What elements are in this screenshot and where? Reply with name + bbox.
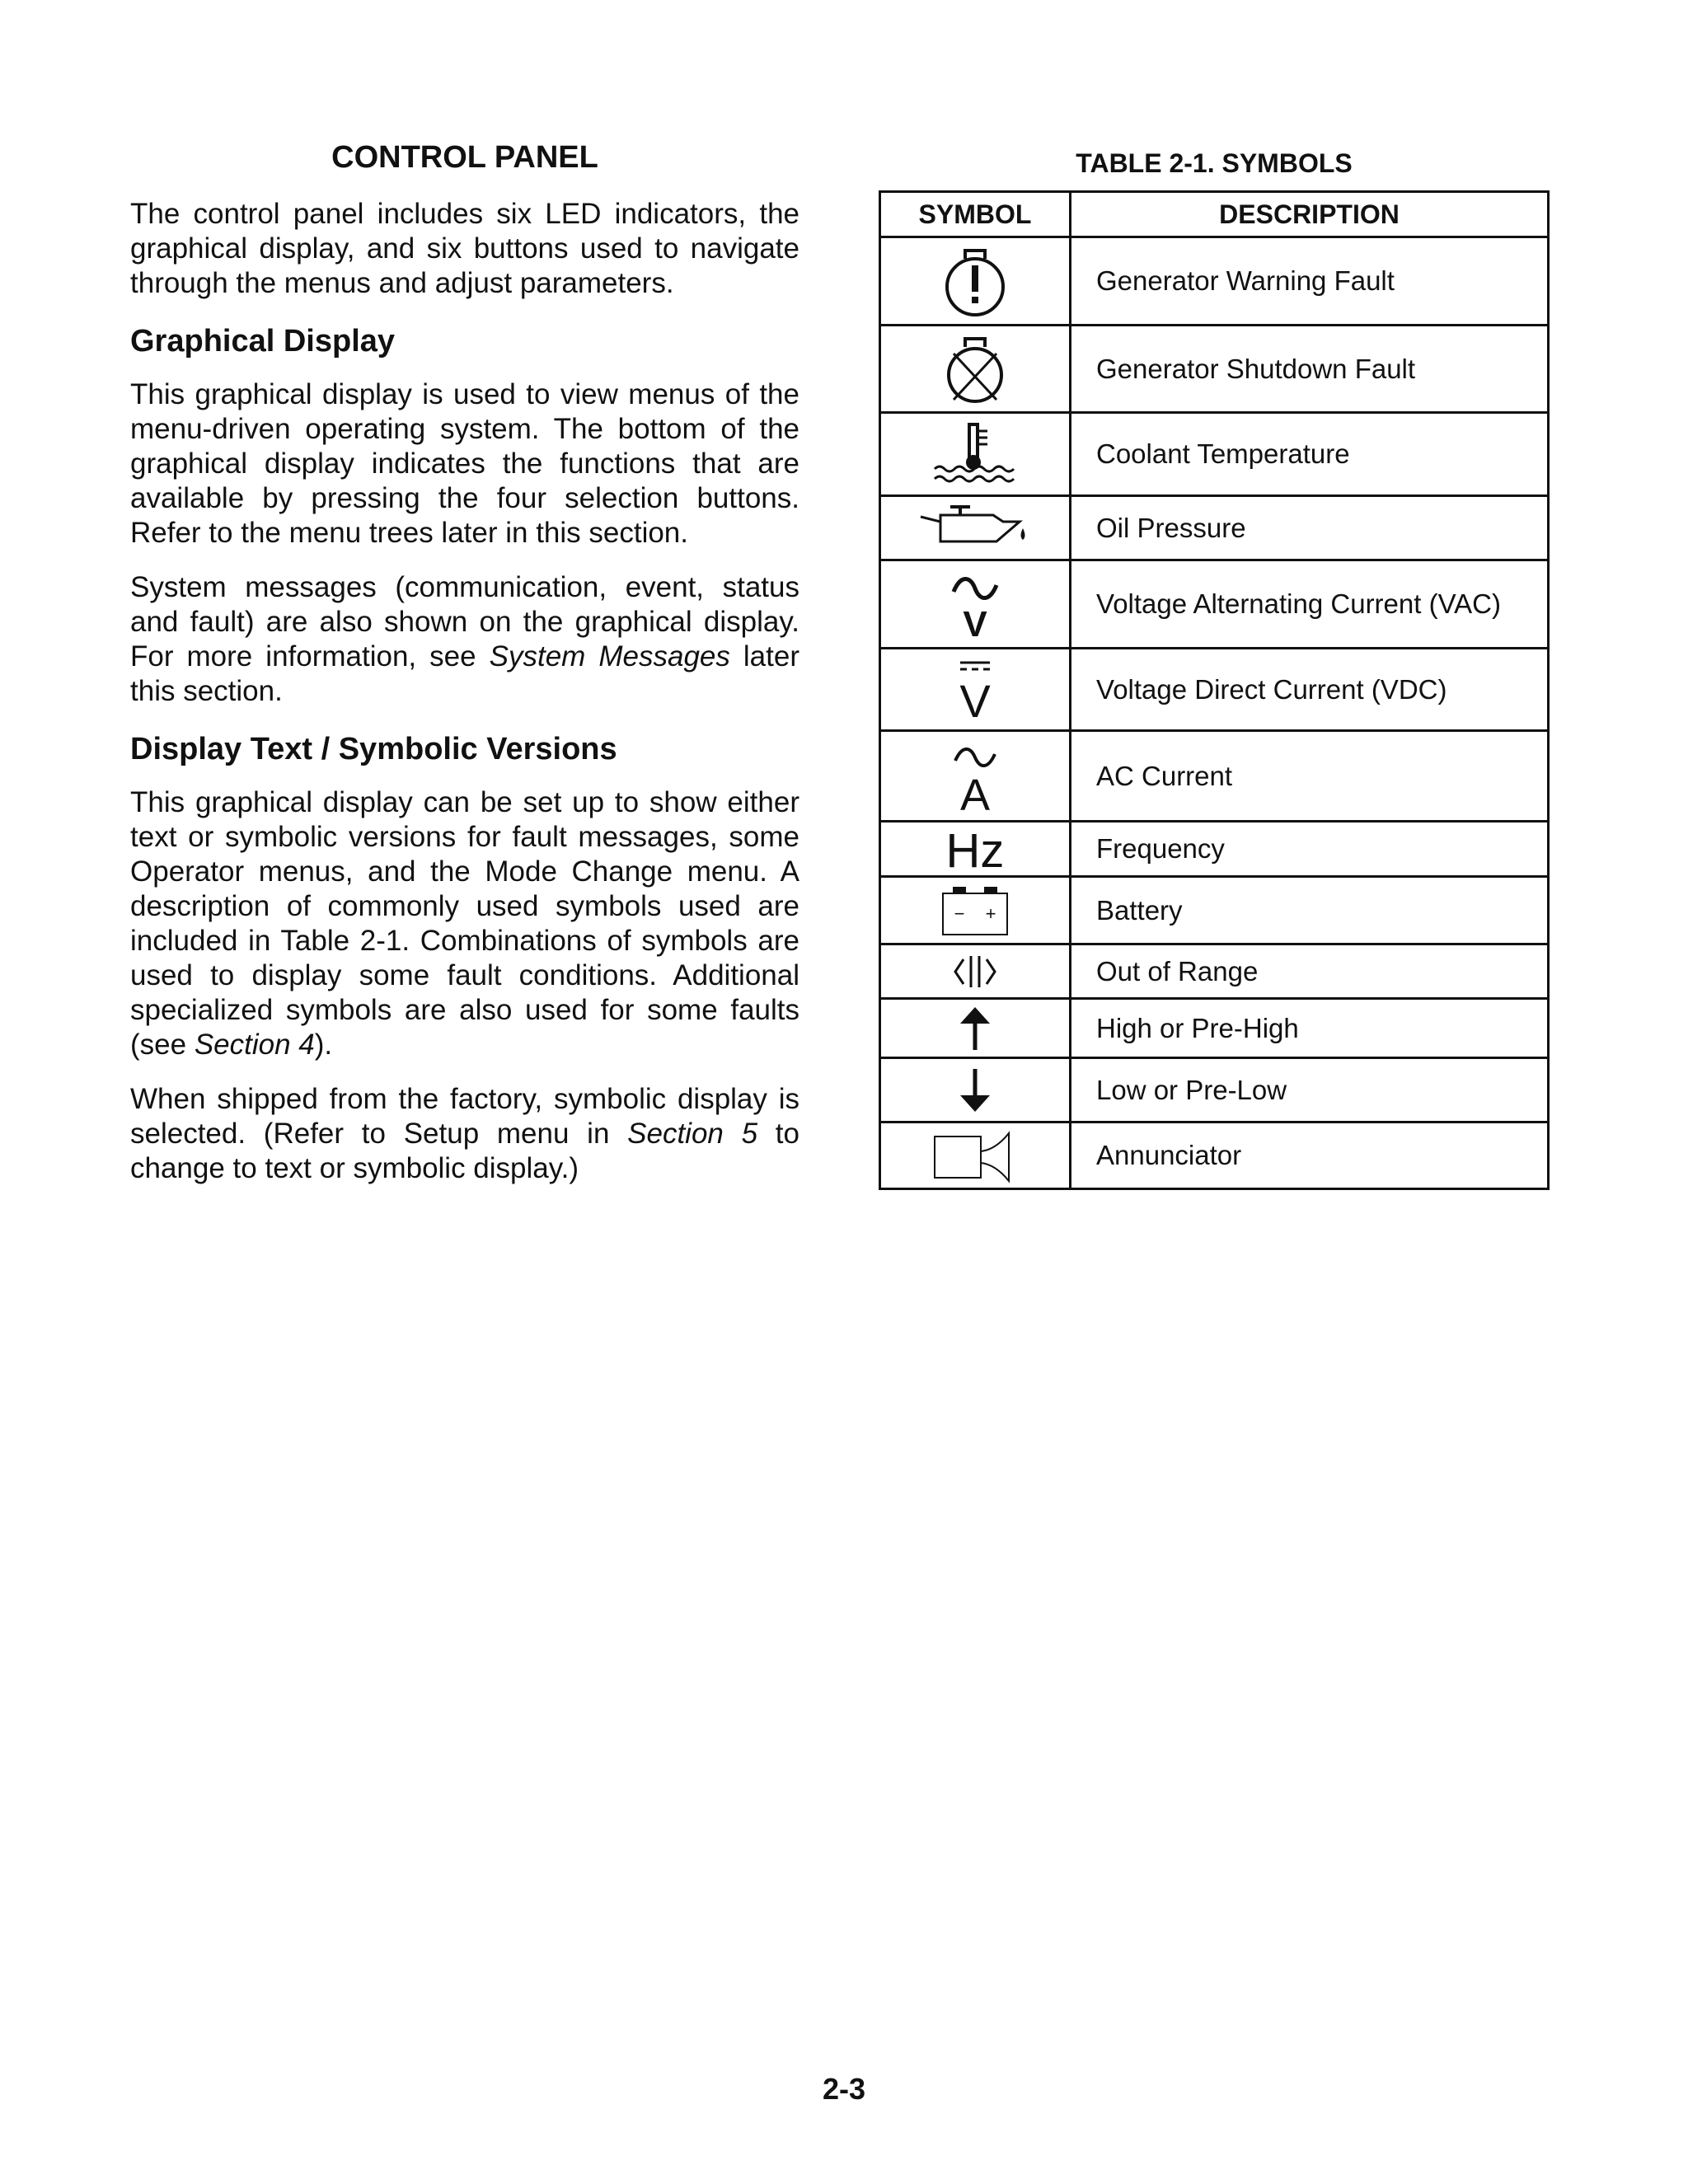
oil-pressure-icon [917, 504, 1033, 553]
section-heading: CONTROL PANEL [331, 140, 598, 175]
svg-text:V: V [959, 674, 991, 727]
table-row [880, 877, 1549, 944]
table-row [880, 999, 1549, 1058]
table-row [880, 649, 1549, 731]
out-of-range-icon [942, 951, 1008, 992]
vac-icon [942, 567, 1008, 641]
row-description: Generator Warning Fault [1071, 237, 1549, 326]
row-description: Out of Range [1071, 944, 1549, 999]
table-row [880, 1122, 1549, 1189]
row-description: AC Current [1071, 731, 1549, 822]
ac-current-icon [942, 739, 1008, 813]
paragraph-factory-default: When shipped from the factory, symbolic display is selected. (Refer to Setup menu in Section 5 to change to text or symbolic display.) [130, 1083, 799, 1184]
svg-text:+: + [985, 902, 996, 924]
row-description: Frequency [1071, 822, 1549, 877]
paragraph-symbolic-versions: This graphical display can be set up to show either text or symbolic versions for fault messages, some Operator menus, and the Mode Change menu. A description of commonly used symbols used are included in Table 2-1. Combinations of symbols are used to display some fault conditions. Additional specialized symbols are also used for some faults (see Section 4). [130, 786, 799, 1061]
generator-shutdown-icon [942, 332, 1008, 406]
row-description: High or Pre-High [1071, 999, 1549, 1058]
row-description: Voltage Direct Current (VDC) [1071, 649, 1549, 731]
table-caption: TABLE 2-1. SYMBOLS [1076, 148, 1353, 178]
battery-icon [938, 882, 1012, 940]
paragraph-graphical-display: This graphical display is used to view menus of the menu-driven operating system. The bottom of the graphical display indicates the functions that are available by pressing the four selection buttons. Refer to the menu trees later in this section. [130, 378, 799, 549]
svg-text:−: − [954, 902, 965, 924]
table-row [880, 413, 1549, 496]
subheading-display-text: Display Text / Symbolic Versions [130, 732, 617, 766]
header-symbol: SYMBOL [880, 192, 1071, 237]
frequency-icon [934, 824, 1016, 874]
row-description: Coolant Temperature [1071, 413, 1549, 496]
arrow-up-icon [950, 1004, 1000, 1053]
paragraph-system-messages: System messages (communication, event, status and fault) are also shown on the graphical display. For more information, see System Messages later this section. [130, 571, 799, 707]
page-number: 2-3 [822, 2072, 866, 2106]
row-description: Voltage Alternating Current (VAC) [1071, 560, 1549, 649]
table-header-row [880, 192, 1549, 237]
table-row [880, 1058, 1549, 1122]
svg-text:V: V [963, 604, 987, 641]
horn-icon [930, 1128, 1020, 1183]
system-messages-reference: System Messages [489, 640, 730, 673]
svg-text:Hz: Hz [945, 824, 1005, 874]
table-row [880, 560, 1549, 649]
generator-warning-icon [942, 244, 1008, 318]
header-description: DESCRIPTION [1071, 192, 1549, 237]
table-row [880, 326, 1549, 413]
paragraph-intro: The control panel includes six LED indicators, the graphical display, and six buttons used to navigate through the menus and adjust parameters. [130, 198, 799, 299]
section-4-reference: Section 4 [194, 1029, 315, 1061]
section-5-reference: Section 5 [627, 1118, 758, 1150]
symbols-table-block [879, 148, 1550, 1190]
table-row [880, 237, 1549, 326]
row-description: Oil Pressure [1071, 496, 1549, 560]
row-description: Battery [1071, 877, 1549, 944]
table-row [880, 822, 1549, 877]
coolant-temperature-icon [930, 421, 1020, 487]
symbols-table [879, 190, 1550, 1190]
row-description: Low or Pre-Low [1071, 1058, 1549, 1122]
row-description: Annunciator [1071, 1122, 1549, 1189]
row-description: Generator Shutdown Fault [1071, 326, 1549, 413]
table-row [880, 496, 1549, 560]
vdc-icon [942, 653, 1008, 727]
svg-text:A: A [959, 770, 991, 813]
subheading-graphical-display: Graphical Display [130, 324, 396, 359]
left-column [130, 140, 799, 1206]
table-row [880, 944, 1549, 999]
table-row [880, 731, 1549, 822]
arrow-down-icon [950, 1066, 1000, 1115]
